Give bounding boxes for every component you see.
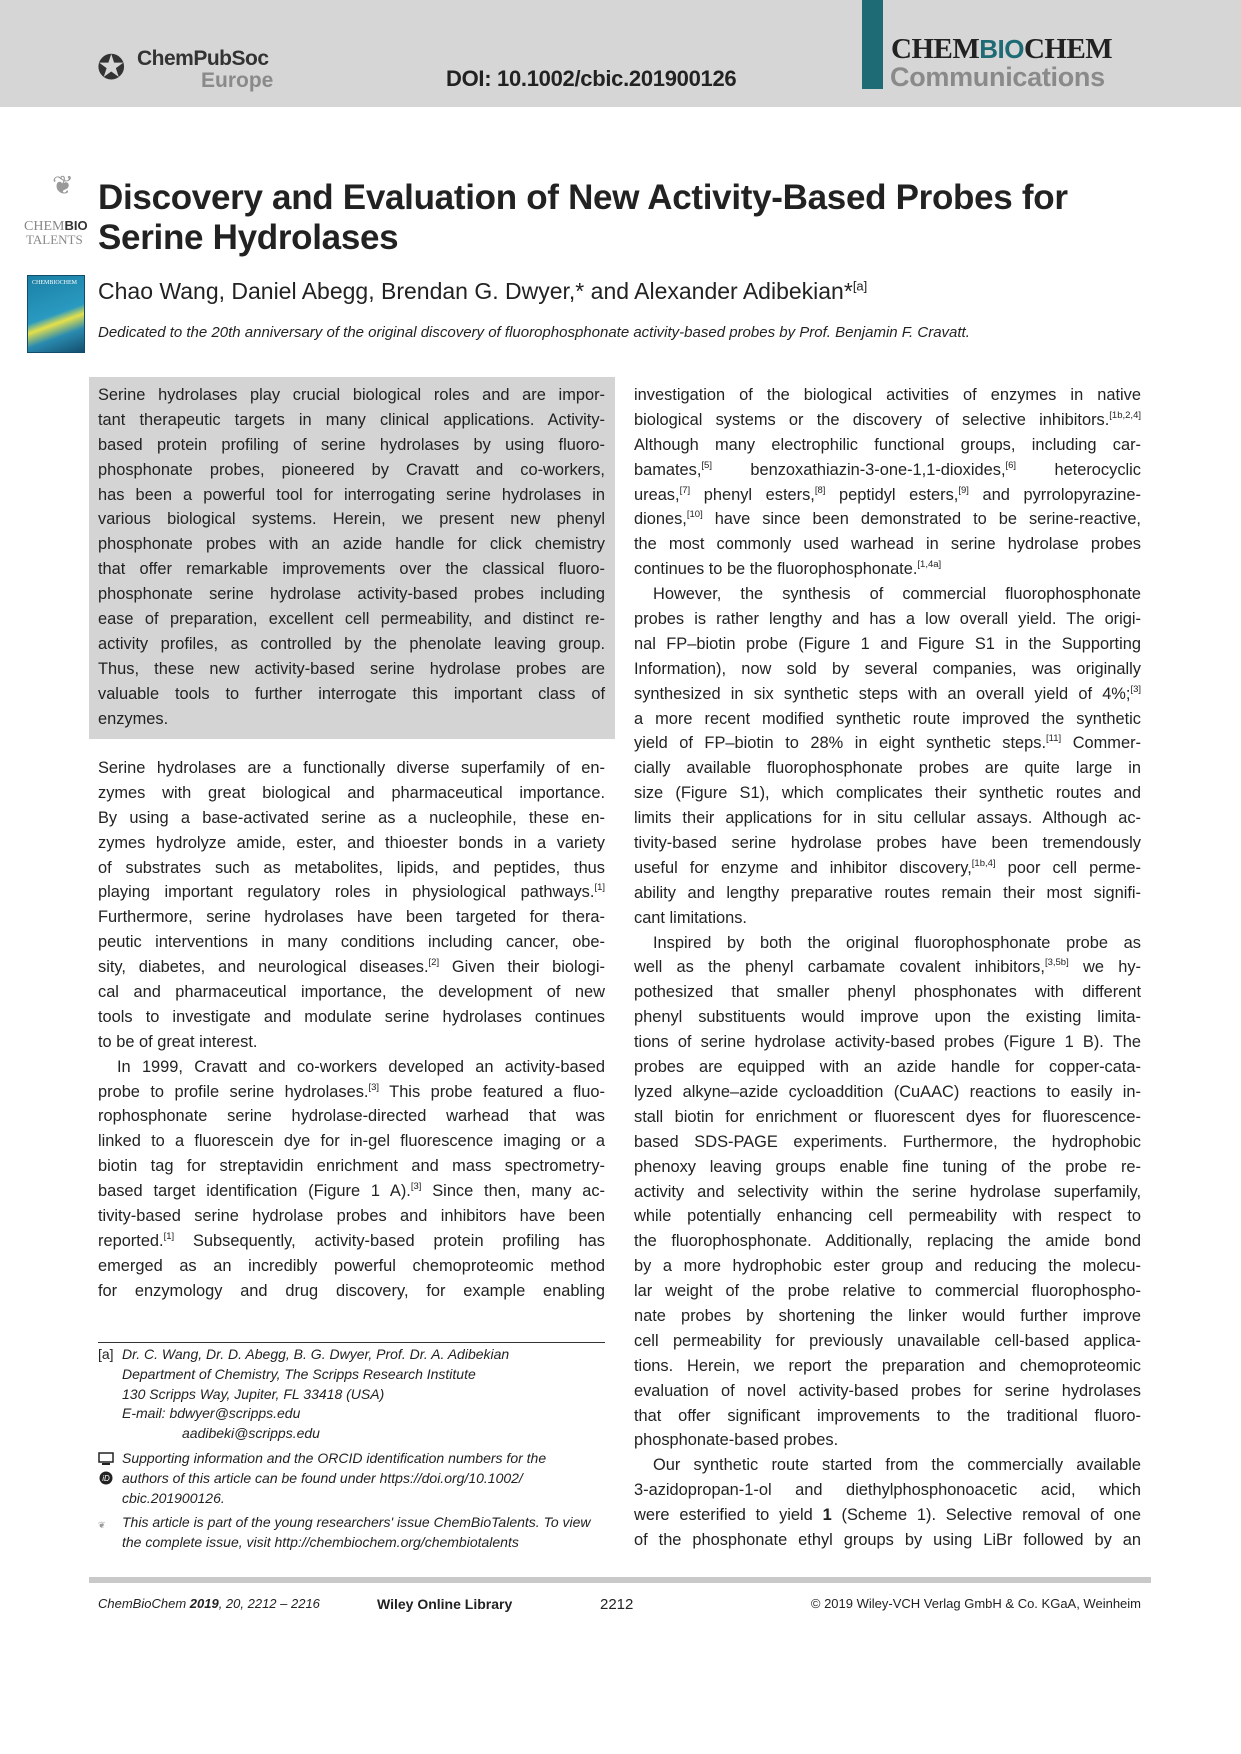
text-line: lar weight of the probe relative to commercial fluorophospho- bbox=[634, 1282, 1141, 1301]
orcid-icon bbox=[98, 1471, 114, 1485]
text-line: yield of FP–biotin to 28% in eight synthetic steps.[11] Commer- bbox=[634, 733, 1141, 753]
citation-ref[interactable]: [1b,4] bbox=[971, 857, 996, 869]
footnote-rule bbox=[98, 1342, 605, 1343]
text-line: Furthermore, serine hydrolases have been targeted for thera- bbox=[98, 908, 605, 927]
text-line: probes is rather lengthy and has a low overall yield. The origi- bbox=[634, 610, 1141, 629]
compound-number: 1 bbox=[822, 1506, 832, 1525]
text-line: while potentially enhancing cell permeability with respect to bbox=[634, 1207, 1141, 1226]
text-line: size (Figure S1), which complicates their synthetic routes and bbox=[634, 784, 1141, 803]
text-line: zymes hydrolyze amide, ester, and thioester bonds in a variety bbox=[98, 833, 605, 852]
chembiotalents-small-icon: ❦ bbox=[98, 1520, 106, 1530]
chembiotalents-logo: ❦ CHEMBIO TALENTS bbox=[24, 171, 88, 247]
text-line: However, the synthesis of commercial fluorophosphonate bbox=[653, 585, 1141, 604]
citation-ref[interactable]: [5] bbox=[701, 459, 712, 471]
left-column-text bbox=[98, 756, 605, 1304]
chempubsoc-logo bbox=[97, 45, 287, 95]
text-line: probe to profile serine hydrolases.[3] This probe featured a fluo- bbox=[98, 1081, 605, 1101]
text-line: has been a powerful tool for interrogating serine hydrolases in bbox=[98, 485, 605, 504]
right-column-text bbox=[634, 383, 1141, 1553]
page-number: 2212 bbox=[600, 1596, 634, 1613]
tree-icon: ❦ bbox=[52, 171, 74, 200]
doi-link[interactable]: authors of this article can be found under https://doi.org/10.1002/ bbox=[122, 1469, 523, 1486]
text-line: stall biotin for enrichment or fluorescent dyes for fluorescence- bbox=[634, 1107, 1141, 1126]
text-line: phenyl substituents would improve upon the existing limita- bbox=[634, 1008, 1141, 1027]
doi[interactable]: DOI: 10.1002/cbic.201900126 bbox=[446, 66, 737, 91]
journal-header bbox=[0, 0, 1241, 107]
text-line: activity and selectivity within the serine hydrolase superfamily, bbox=[634, 1182, 1141, 1201]
text-line: emerged as an incredibly powerful chemoproteomic method bbox=[98, 1256, 605, 1275]
text-line: evaluation of novel activity-based probes for serine hydrolases bbox=[634, 1381, 1141, 1400]
issue-link[interactable]: the complete issue, visit http://chembiochem.org/chembiotalents bbox=[122, 1533, 519, 1550]
text-line: rophosphonate serine hydrolase-directed warhead that was bbox=[98, 1107, 605, 1126]
text-line: based SDS-PAGE experiments. Furthermore, the hydrophobic bbox=[634, 1132, 1141, 1151]
text-line: sity, diabetes, and neurological diseases.[2] Given their biologi- bbox=[98, 957, 605, 977]
text-line: enzymes. bbox=[98, 709, 169, 728]
citation-ref[interactable]: [6] bbox=[1005, 459, 1017, 471]
text-line: biological systems or the discovery of selective inhibitors.[1b,2,4] bbox=[634, 409, 1141, 429]
text-line: tivity-based serine hydrolase probes and inhibitors have been bbox=[98, 1207, 605, 1226]
star-circle-icon: ✪ bbox=[97, 49, 126, 87]
text-line: based protein profiling of serine hydrolases by using fluoro- bbox=[98, 435, 605, 454]
text-line: playing important regulatory roles in physiological pathways.[1] bbox=[98, 882, 605, 902]
text-line: well as the phenyl carbamate covalent inhibitors,[3,5b] we hy- bbox=[634, 957, 1141, 977]
text-line: reported.[1] Subsequently, activity-based protein profiling has bbox=[98, 1230, 605, 1250]
text-line: the most commonly used warhead in serine hydrolase probes bbox=[634, 535, 1141, 554]
text-line: nate probes by shortening the linker would further improve bbox=[634, 1306, 1141, 1325]
journal-cover-thumbnail: CHEMBIOCHEM bbox=[27, 275, 85, 353]
text-line: pothesized that smaller phenyl phosphonates with different bbox=[634, 983, 1141, 1002]
text-line: the fluorophosphonate. Additionally, replacing the amide bond bbox=[634, 1232, 1141, 1251]
text-line: Serine hydrolases play crucial biological roles and are impor- bbox=[98, 386, 605, 404]
text-line: Inspired by both the original fluorophosphonate probe as bbox=[653, 933, 1141, 952]
issue-note: ❦ This article is part of the young researchers' issue ChemBioTalents. To view the complete issue, visit http://chembiochem.org/chembiotalents bbox=[98, 1513, 618, 1553]
text-line: Thus, these new activity-based serine hydrolase probes are bbox=[98, 659, 605, 678]
text-line: limits their applications for in situ cellular assays. Although ac- bbox=[634, 809, 1141, 828]
publisher-name: ChemPubSoc bbox=[137, 47, 269, 70]
text-line: diones,[10] have since been demonstrated to be serine-reactive, bbox=[634, 509, 1141, 529]
text-line: activity profiles, as controlled by the phenolate leaving group. bbox=[98, 634, 605, 653]
text-line: to be of great interest. bbox=[98, 1032, 258, 1051]
text-line: that offer significant improvements to the traditional fluoro- bbox=[634, 1406, 1141, 1425]
citation-ref[interactable]: [1,4a] bbox=[917, 559, 942, 571]
footer-citation: ChemBioChem 2019, 20, 2212 – 2216 bbox=[98, 1596, 320, 1611]
text-line: synthesized in six synthetic steps with an overall yield of 4%;[3] bbox=[634, 683, 1141, 703]
affiliation-footnote: [a] Dr. C. Wang, Dr. D. Abegg, B. G. Dwyer, Prof. Dr. A. Adibekian Department of Chemistry, The Scripps Research Institute 130 Scripps Way, Jupiter, FL 33418 (USA) E-mail: bdwyer@scripps.edu aadibeki@scripps.edu bbox=[98, 1346, 510, 1442]
journal-name: CHEMBIOCHEM bbox=[891, 33, 1113, 65]
text-line: ease of preparation, excellent cell permeability, and distinct re- bbox=[98, 610, 605, 629]
text-line: 3-azidopropan-1-ol and diethylphosphonoacetic acid, which bbox=[634, 1481, 1141, 1500]
text-line: bamates,[5] benzoxathiazin-3-one-1,1-dioxides,[6] heterocyclic bbox=[634, 459, 1141, 479]
computer-icon bbox=[98, 1452, 114, 1466]
text-line: various biological systems. Herein, we present new phenyl bbox=[98, 510, 605, 529]
citation-ref[interactable]: [3] bbox=[1130, 683, 1141, 695]
text-line: peutic interventions in many conditions including cancer, obe- bbox=[98, 933, 605, 952]
publisher-region: Europe bbox=[201, 69, 274, 92]
text-line: based target identification (Figure 1 A).[3] Since then, many ac- bbox=[98, 1181, 605, 1201]
text-line: ureas,[7] phenyl esters,[8] peptidyl esters,[9] and pyrrolopyrazine- bbox=[634, 484, 1141, 504]
citation-ref[interactable]: [10] bbox=[686, 509, 703, 521]
text-line: cially available fluorophosphonate probes are quite large in bbox=[634, 759, 1141, 778]
text-line: useful for enzyme and inhibitor discovery,[1b,4] poor cell perme- bbox=[634, 857, 1141, 877]
text-line: investigation of the biological activities of enzymes in native bbox=[634, 386, 1141, 404]
dedication: Dedicated to the 20th anniversary of the original discovery of fluorophosphonate activity-based probes by Prof. Benjamin F. Cravatt. bbox=[98, 324, 970, 341]
citation-ref[interactable]: [3] bbox=[368, 1081, 380, 1093]
text-line: Our synthetic route started from the commercially available bbox=[653, 1456, 1141, 1475]
copyright: © 2019 Wiley-VCH Verlag GmbH & Co. KGaA, Weinheim bbox=[810, 1596, 1141, 1611]
text-line: cal and pharmaceutical importance, the development of new bbox=[98, 983, 605, 1002]
text-line: tools to investigate and modulate serine hydrolases continues bbox=[98, 1007, 605, 1026]
text-line: of the phosphonate ethyl groups by using LiBr followed by an bbox=[634, 1530, 1141, 1549]
text-line: Serine hydrolases are a functionally diverse superfamily of en- bbox=[98, 759, 605, 777]
text-line: lyzed alkyne–azide cycloaddition (CuAAC) reactions to easily in- bbox=[634, 1082, 1141, 1101]
text-line: a more recent modified synthetic route improved the synthetic bbox=[634, 709, 1141, 728]
text-line: tant therapeutic targets in many clinical applications. Activity- bbox=[98, 410, 605, 429]
text-line: valuable tools to further interrogate this important class of bbox=[98, 684, 605, 703]
svg-text:iD: iD bbox=[102, 1474, 110, 1483]
text-line: By using a base-activated serine as a nucleophile, these en- bbox=[98, 808, 605, 827]
text-line: nal FP–biotin probe (Figure 1 and Figure S1 in the Supporting bbox=[634, 634, 1141, 653]
article-type: Communications bbox=[890, 62, 1105, 92]
citation-ref[interactable]: [8] bbox=[814, 484, 826, 496]
accent-bar bbox=[862, 0, 883, 89]
text-line: tions. Herein, we report the preparation and chemoproteomic bbox=[634, 1356, 1141, 1375]
text-line: linked to a fluorescein dye for in-gel fluorescence imaging or a bbox=[98, 1132, 605, 1151]
footer-rule bbox=[89, 1577, 1151, 1583]
text-line: continues to be the fluorophosphonate.[1,4a] bbox=[634, 559, 942, 579]
text-line: tivity-based serine hydrolase probes have been tremendously bbox=[634, 834, 1141, 853]
text-line: zymes with great biological and pharmaceutical importance. bbox=[98, 783, 605, 802]
citation-ref[interactable]: [11] bbox=[1046, 733, 1062, 745]
text-line: tions of serine hydrolase activity-based probes (Figure 1 B). The bbox=[634, 1033, 1141, 1052]
citation-ref[interactable]: [7] bbox=[679, 484, 691, 496]
text-line: phosphonate-based probes. bbox=[634, 1431, 839, 1450]
text-line: phosphonate probes, pioneered by Cravatt and co-workers, bbox=[98, 460, 605, 479]
citation-ref[interactable]: [3,5b] bbox=[1044, 957, 1069, 969]
text-line: by a more hydrophobic ester group and reducing the molecu- bbox=[634, 1257, 1141, 1276]
citation-ref[interactable]: [1] bbox=[594, 882, 605, 894]
text-line: ability and lengthy preparative routes remain their most signifi- bbox=[634, 883, 1141, 902]
text-line: phosphonate probes with an azide handle for click chemistry bbox=[98, 535, 605, 554]
text-line: for enzymology and drug discovery, for example enabling bbox=[98, 1281, 605, 1300]
citation-ref[interactable]: [2] bbox=[428, 957, 440, 969]
citation-ref[interactable]: [1] bbox=[163, 1230, 175, 1242]
text-line: phosphonate serine hydrolase activity-based probes including bbox=[98, 585, 605, 604]
text-line: that offer remarkable improvements over the classical fluoro- bbox=[98, 560, 605, 579]
text-line: biotin tag for streptavidin enrichment and mass spectrometry- bbox=[98, 1157, 605, 1176]
citation-ref[interactable]: [3] bbox=[410, 1181, 422, 1193]
abstract-text bbox=[98, 383, 605, 731]
supporting-info-note: iD Supporting information and the ORCID identification numbers for the authors of this article can be found under https://doi.org/10.1002/ cbic.201900126. bbox=[98, 1449, 618, 1508]
wiley-online-library-link[interactable]: Wiley Online Library bbox=[377, 1596, 513, 1612]
text-line: probes are equipped with an azide handle for copper-cata- bbox=[634, 1058, 1141, 1077]
text-line: phenoxy leaving groups enable fine tuning of the probe re- bbox=[634, 1157, 1141, 1176]
text-line: Although many electrophilic functional groups, including car- bbox=[634, 435, 1141, 454]
text-line: cant limitations. bbox=[634, 908, 747, 927]
text-line: were esterified to yield 1 (Scheme 1). Selective removal of one bbox=[634, 1506, 1141, 1525]
authors: Chao Wang, Daniel Abegg, Brendan G. Dwyer,* and Alexander Adibekian*[a] bbox=[98, 278, 868, 304]
article-title: Discovery and Evaluation of New Activity-Based Probes for Serine Hydrolases bbox=[98, 178, 1068, 257]
text-line: Information), now sold by several companies, was originally bbox=[634, 659, 1141, 678]
text-line: cell permeability for previously unavailable cell-based applica- bbox=[634, 1331, 1141, 1350]
text-line: of substrates such as metabolites, lipids, and peptides, thus bbox=[98, 858, 605, 877]
text-line: In 1999, Cravatt and co-workers developed an activity-based bbox=[117, 1057, 605, 1076]
citation-ref[interactable]: [9] bbox=[958, 484, 969, 496]
citation-ref[interactable]: [1b,2,4] bbox=[1109, 409, 1141, 421]
